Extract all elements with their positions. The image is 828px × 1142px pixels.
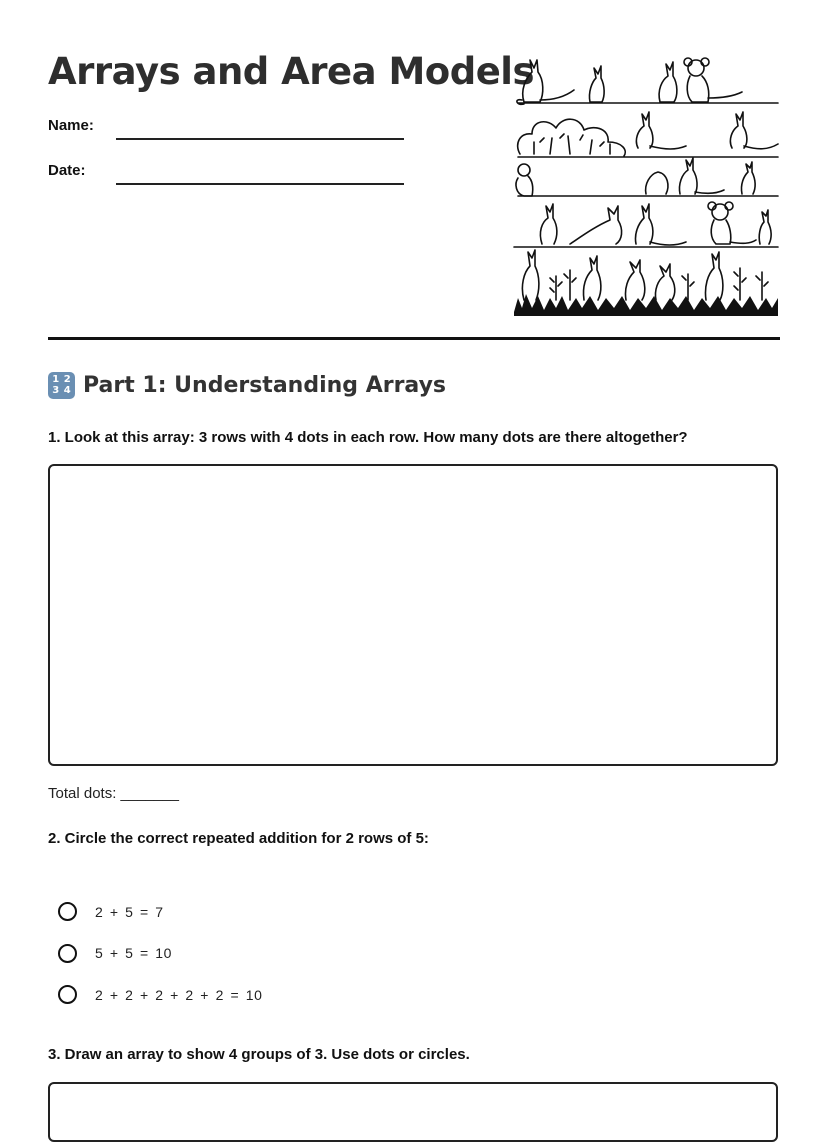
part1-heading [48,372,446,399]
icon-digit: 3 [52,385,60,397]
icon-digit: 2 [63,373,71,385]
option-text: 5 + 5 = 10 [95,945,173,962]
date-line[interactable] [116,183,404,185]
total-dots-line[interactable]: Total dots: _______ [48,785,179,802]
question-1: 1. Look at this array: 3 rows with 4 dots in each row. How many dots are there altogether? [48,429,688,446]
radio-circle[interactable] [58,902,77,921]
option-2[interactable] [58,933,262,975]
radio-circle[interactable] [58,944,77,963]
question-2-options [58,891,262,1016]
question-3: 3. Draw an array to show 4 groups of 3. Use dots or circles. [48,1046,470,1063]
option-3[interactable] [58,974,262,1016]
worksheet-title: Arrays and Area Models [48,50,535,93]
option-text: 2 + 2 + 2 + 2 + 2 = 10 [95,986,263,1003]
part1-title: Part 1: Understanding Arrays [83,373,447,398]
option-1[interactable] [58,891,262,933]
date-label: Date: [48,162,86,179]
question-3-answer-box[interactable] [48,1082,778,1142]
kangaroo-illustration [510,50,782,320]
name-label: Name: [48,117,94,134]
icon-digit: 1 [52,373,60,385]
question-2: 2. Circle the correct repeated addition for 2 rows of 5: [48,830,429,847]
option-text: 2 + 5 = 7 [95,903,164,920]
header-divider [48,337,780,340]
input-numbers-icon [48,372,75,399]
icon-digit: 4 [63,385,71,397]
question-1-answer-box[interactable] [48,464,778,766]
radio-circle[interactable] [58,985,77,1004]
name-line[interactable] [116,138,404,140]
